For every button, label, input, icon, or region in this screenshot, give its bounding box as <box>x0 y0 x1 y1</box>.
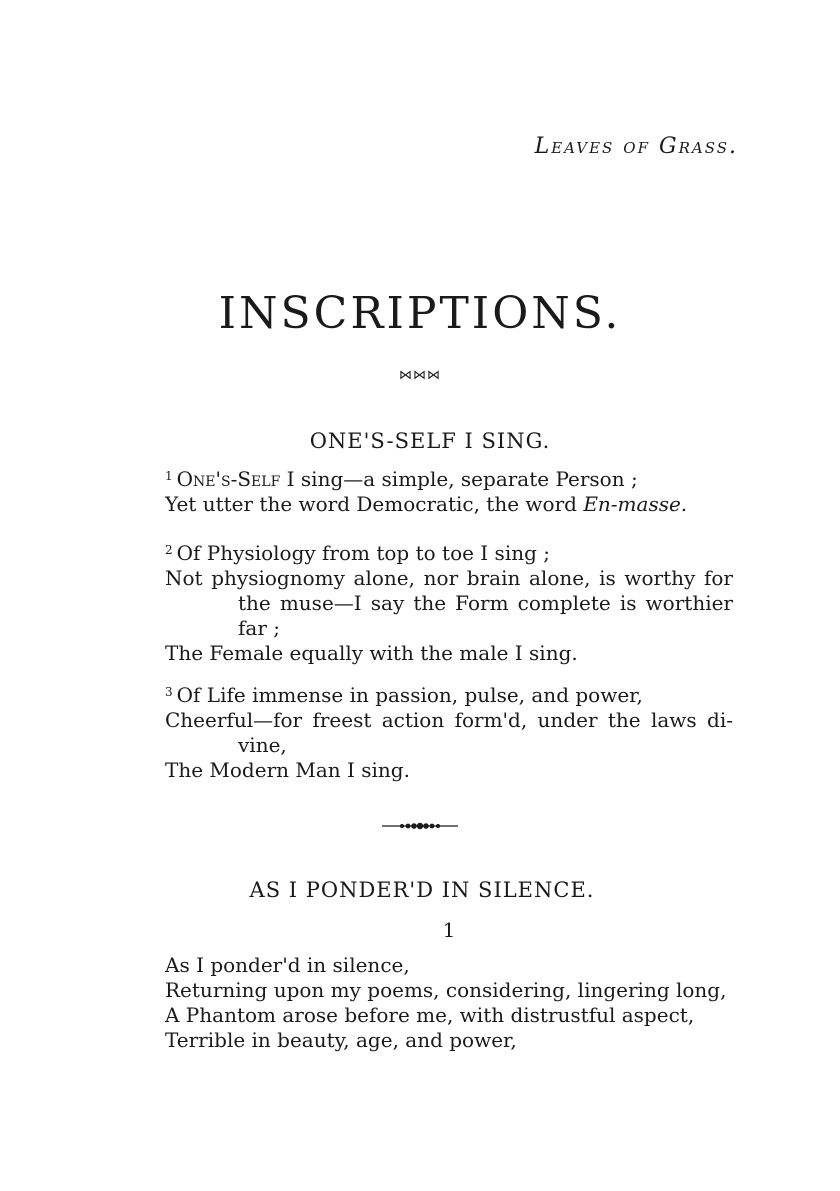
stanza-line: Returning upon my poems, considering, lingering long, <box>165 978 727 1002</box>
line-text: Of Physiology from top to toe I sing ; <box>176 541 550 565</box>
stanza-line: Terrible in beauty, age, and power, <box>165 1028 517 1052</box>
stanza-line: The Female equally with the male I sing. <box>165 641 578 665</box>
ornament-divider <box>0 820 840 834</box>
running-title: Leaves of Grass. <box>534 134 738 159</box>
stanza-1 <box>165 464 733 517</box>
stanza-line: As I ponder'd in silence, <box>165 953 410 977</box>
lead-words: One's-Self <box>176 467 281 491</box>
stanza-3 <box>165 680 733 783</box>
stanza-ponder <box>165 953 733 1053</box>
stanza-line: Not physiognomy alone, nor brain alone, is worthy for <box>165 566 733 590</box>
ornament-small: ⋈⋈⋈ <box>399 368 441 383</box>
line-text: Of Life immense in passion, pulse, and power, <box>176 683 643 707</box>
italic-word: En-masse. <box>583 492 688 516</box>
line-text: I sing—a simple, separate Person ; <box>280 467 638 491</box>
stanza-number: 1 <box>165 469 173 483</box>
stanza-line: A Phantom arose before me, with distrustful aspect, <box>165 1003 695 1027</box>
line-text: Yet utter the word Democratic, the word <box>165 492 584 516</box>
stanza-line-continuation: vine, <box>238 733 287 757</box>
stanza-line <box>165 492 733 517</box>
stanza-line <box>165 680 733 708</box>
stanza-line: Cheerful—for freest action form'd, under the laws di- <box>165 708 733 732</box>
stanza-line-continuation: the muse—I say the Form complete is worthier <box>238 591 733 615</box>
stanza-number: 3 <box>165 685 173 699</box>
stanza-line <box>165 538 733 566</box>
stanza-2 <box>165 538 733 666</box>
stanza-line: The Modern Man I sing. <box>165 758 410 782</box>
poem-title-ones-self: ONE'S-SELF I SING. <box>309 429 551 453</box>
section-title: INSCRIPTIONS. <box>218 288 622 339</box>
stanza-number: 2 <box>165 543 173 557</box>
stanza-line <box>165 464 733 492</box>
stanza-line-continuation: far ; <box>238 616 280 640</box>
poem-title-as-i-ponderd: AS I PONDER'D IN SILENCE. <box>249 878 595 902</box>
section-number: 1 <box>442 918 456 942</box>
divider-flourish-icon <box>380 821 460 831</box>
